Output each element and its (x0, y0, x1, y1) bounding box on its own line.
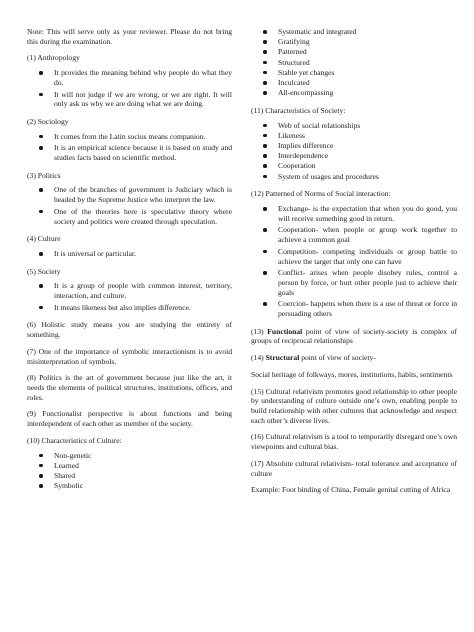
bullet-icon (39, 284, 43, 288)
paragraph-14: (14) Structural point of view of society- (251, 353, 376, 363)
sociology-list (27, 132, 232, 163)
bullet-icon (263, 175, 267, 179)
note-paragraph: Note: This will serve only as your reviewer. Please do not bring this during the examination. (27, 27, 232, 46)
list-item: Cooperation (251, 161, 457, 171)
list-item: It is a group of people with common interest, territory, interaction, and culture. (27, 281, 232, 300)
bullet-icon (39, 454, 43, 458)
bullet-icon (263, 134, 267, 138)
section-heading-sociology: (2) Sociology (27, 116, 69, 126)
bullet-icon (263, 71, 267, 75)
bullet-icon (39, 306, 43, 310)
patterned-norms-list (251, 204, 457, 319)
list-item: Patterned (251, 47, 457, 57)
list-item: Exchange- is the expectation that when you do good, you will receive something good in return. (251, 204, 457, 223)
section-heading-anthropology: (1) Anthropology (27, 53, 80, 63)
list-item: It is universal or particular. (27, 249, 232, 259)
paragraph-7: (7) One of the importance of symbolic interactionism is to avoid misinterpretation of symbols. (27, 346, 232, 366)
bullet-icon (39, 474, 43, 478)
list-item: It comes from the Latin socius means companion. (27, 132, 232, 142)
paragraph-9: (9) Functionalist perspective is about functions and being interdependent of each other as member of the society. (27, 409, 232, 429)
characteristics-society-list (251, 121, 457, 182)
list-item: It provides the meaning behind why people do what they do. (27, 68, 232, 87)
paragraph-16: (16) Cultural relativism is a tool to temporarily disregard one’s own viewpoints and cultural bias. (251, 432, 457, 452)
paragraph-15: (15) Cultural relativism promotes good relationship to other people by understanding of culture outside one’s own, enabling people to build relationship with other cultures that acknowledge and respect each other’s diverse lives. (251, 386, 457, 425)
bullet-icon (39, 135, 43, 139)
bullet-icon (39, 210, 43, 214)
anthropology-list (27, 68, 232, 109)
list-item: Gratifying (251, 37, 457, 47)
bullet-icon (263, 91, 267, 95)
bullet-icon (263, 164, 267, 168)
list-item: One of the branches of government is Judiciary which is headed by the Supreme Justice who interpret the law. (27, 185, 232, 204)
bullet-icon (263, 40, 267, 44)
example-paragraph: Example: Foot binding of China, Female genital cutting of Africa (251, 485, 451, 495)
bullet-icon (39, 93, 43, 97)
paragraph-13: (13) Functional point of view of society-society is complex of groups of reciprocal relationships (251, 326, 457, 346)
bullet-icon (263, 30, 267, 34)
section-heading-characteristics-society: (11) Characteristics of Society: (251, 105, 346, 115)
bullet-icon (39, 71, 43, 75)
bullet-icon (263, 250, 267, 254)
bullet-icon (263, 50, 267, 54)
bullet-icon (39, 146, 43, 150)
section-heading-patterned-norms: (12) Patterned of Norms of Social interaction: (251, 189, 391, 199)
bullet-icon (263, 144, 267, 148)
paragraph-14-detail: Social heritage of folkways, mores, institutions, habits, sentiments (251, 369, 453, 379)
list-item: Shared (27, 471, 232, 481)
list-item: Inculcated (251, 78, 457, 88)
bullet-icon (39, 188, 43, 192)
list-item: Coercion- happens when there is a use of threat or force in persuading others (251, 299, 457, 318)
list-item: Learned (27, 461, 232, 471)
list-item: It is an empirical science because it is based on study and studies facts based on scientific method. (27, 143, 232, 162)
list-item: System of usages and procedures (251, 172, 457, 182)
paragraph-6: (6) Holistic study means you are studying the entirety of something. (27, 320, 232, 340)
bullet-icon (263, 61, 267, 65)
list-item: Web of social relationships (251, 121, 457, 131)
list-item: All-encompassing (251, 88, 457, 98)
bullet-icon (39, 252, 43, 256)
functional-term: Functional (267, 326, 303, 336)
bullet-icon (263, 207, 267, 211)
paragraph-17: (17) Absolute cultural relativism- total tolerance and acceptance of culture (251, 458, 457, 478)
list-item: Systematic and integrated (251, 27, 457, 37)
list-item: Stable yet changes (251, 68, 457, 78)
list-item: Interdependence (251, 151, 457, 161)
list-item: Non-genetic (27, 451, 232, 461)
list-item: Structured (251, 58, 457, 68)
characteristics-culture-list-continued (251, 27, 457, 98)
bullet-icon (263, 228, 267, 232)
politics-list (27, 185, 232, 226)
list-item: Implies difference (251, 141, 457, 151)
society-list (27, 281, 232, 312)
left-column (27, 27, 232, 499)
bullet-icon (263, 154, 267, 158)
bullet-icon (263, 302, 267, 306)
list-item: It will not judge if we are wrong, or we are right. It will only ask us why we are doing what we are doing. (27, 90, 232, 109)
list-item: Symbolic (27, 481, 232, 491)
bullet-icon (263, 81, 267, 85)
bullet-icon (263, 271, 267, 275)
list-item: One of the theories here is speculative theory where society and politics were created through speculation. (27, 207, 232, 226)
paragraph-8: (8) Politics is the art of government because just like the art, it needs the elements of political structures, institutions, offices, and roles. (27, 373, 232, 402)
structural-term: Structural (265, 353, 300, 363)
bullet-icon (39, 464, 43, 468)
characteristics-culture-list (27, 451, 232, 491)
culture-list (27, 249, 232, 259)
list-item: It means likeness but also implies difference. (27, 303, 232, 313)
list-item: Cooperation- when people or group work together to achieve a common goal (251, 225, 457, 244)
list-item: Competition- competing individuals or group battle to achieve the target that only one can have (251, 247, 457, 266)
section-heading-society: (5) Society (27, 266, 61, 276)
list-item: Likeness (251, 131, 457, 141)
list-item: Conflict- arises when people disobey rules, control a person by force, or hurt other people just to achieve their goals (251, 268, 457, 297)
bullet-icon (39, 484, 43, 488)
bullet-icon (263, 124, 267, 128)
right-column (251, 27, 457, 502)
section-heading-characteristics-culture: (10) Characteristics of Culture: (27, 435, 122, 445)
section-heading-culture: (4) Culture (27, 234, 61, 244)
section-heading-politics: (3) Politics (27, 170, 61, 180)
